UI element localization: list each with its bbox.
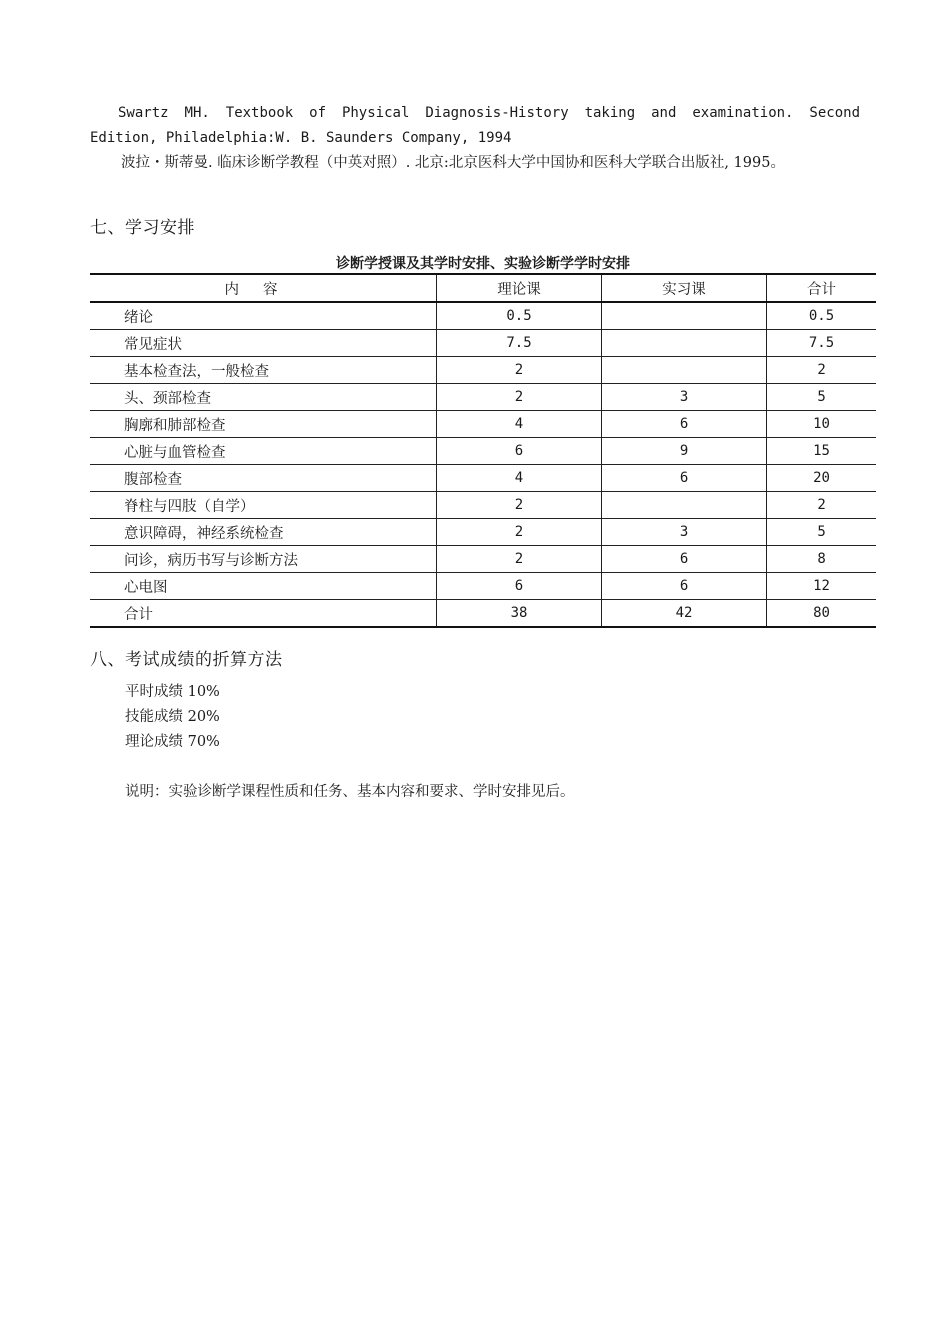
table-row xyxy=(90,411,876,438)
cell-content: 问诊，病历书写与诊断方法 xyxy=(90,546,437,573)
cell-practice: 6 xyxy=(602,573,767,600)
cell-practice xyxy=(602,357,767,384)
cell-total: 0.5 xyxy=(767,302,876,330)
cell-total: 2 xyxy=(767,492,876,519)
table-row xyxy=(90,519,876,546)
grade-item-skill: 技能成绩 20% xyxy=(125,709,220,725)
reference-english-text: Swartz MH. Textbook of Physical Diagnosis-History taking and examination. Second Edition, Philadelphia:W. B. Saunders Company, 1994 xyxy=(90,105,860,146)
reference-chinese xyxy=(90,151,860,176)
table-row xyxy=(90,465,876,492)
header-practice: 实习课 xyxy=(602,274,767,302)
table-row xyxy=(90,357,876,384)
cell-content: 头、颈部检查 xyxy=(90,384,437,411)
table-row xyxy=(90,573,876,600)
cell-practice: 6 xyxy=(602,546,767,573)
cell-theory: 4 xyxy=(437,465,602,492)
cell-practice: 3 xyxy=(602,519,767,546)
cell-total: 15 xyxy=(767,438,876,465)
cell-total: 5 xyxy=(767,519,876,546)
cell-practice xyxy=(602,302,767,330)
cell-content: 基本检查法，一般检查 xyxy=(90,357,437,384)
table-row xyxy=(90,492,876,519)
cell-practice xyxy=(602,330,767,357)
note-text: 说明：实验诊断学课程性质和任务、基本内容和要求、学时安排见后。 xyxy=(125,784,575,800)
cell-theory: 6 xyxy=(437,438,602,465)
cell-theory: 6 xyxy=(437,573,602,600)
cell-theory: 0.5 xyxy=(437,302,602,330)
cell-practice: 9 xyxy=(602,438,767,465)
cell-total: 12 xyxy=(767,573,876,600)
header-content: 内容 xyxy=(90,274,437,302)
cell-theory: 7.5 xyxy=(437,330,602,357)
cell-theory: 2 xyxy=(437,492,602,519)
cell-practice: 3 xyxy=(602,384,767,411)
grade-list xyxy=(125,680,220,755)
table-row xyxy=(90,438,876,465)
table-row xyxy=(90,546,876,573)
cell-content: 心脏与血管检查 xyxy=(90,438,437,465)
table-title: 诊断学授课及其学时安排、实验诊断学学时安排 xyxy=(336,256,630,272)
header-total: 合计 xyxy=(767,274,876,302)
cell-content: 心电图 xyxy=(90,573,437,600)
cell-content: 胸廓和肺部检查 xyxy=(90,411,437,438)
cell-content: 绪论 xyxy=(90,302,437,330)
table-row xyxy=(90,330,876,357)
cell-practice xyxy=(602,492,767,519)
section-8-heading: 八、考试成绩的折算方法 xyxy=(90,650,283,670)
cell-theory: 2 xyxy=(437,357,602,384)
table-row xyxy=(90,384,876,411)
cell-practice: 6 xyxy=(602,465,767,492)
cell-practice: 6 xyxy=(602,411,767,438)
cell-total: 2 xyxy=(767,357,876,384)
cell-total: 20 xyxy=(767,465,876,492)
grade-item-theory: 理论成绩 70% xyxy=(125,734,220,750)
table-row xyxy=(90,302,876,330)
cell-total: 80 xyxy=(767,600,876,628)
reference-english xyxy=(90,101,860,151)
cell-total: 8 xyxy=(767,546,876,573)
header-theory: 理论课 xyxy=(437,274,602,302)
cell-theory: 38 xyxy=(437,600,602,628)
cell-theory: 4 xyxy=(437,411,602,438)
section-7-heading: 七、学习安排 xyxy=(90,218,195,238)
cell-content: 腹部检查 xyxy=(90,465,437,492)
schedule-table xyxy=(90,273,876,628)
cell-content: 意识障碍，神经系统检查 xyxy=(90,519,437,546)
cell-content: 常见症状 xyxy=(90,330,437,357)
table-body xyxy=(90,302,876,627)
cell-theory: 2 xyxy=(437,384,602,411)
table-row xyxy=(90,600,876,628)
cell-total: 10 xyxy=(767,411,876,438)
cell-theory: 2 xyxy=(437,546,602,573)
cell-content: 合计 xyxy=(90,600,437,628)
cell-total: 5 xyxy=(767,384,876,411)
reference-chinese-text: 波拉・斯蒂曼. 临床诊断学教程（中英对照）. 北京:北京医科大学中国协和医科大学联合出版社, 1995。 xyxy=(121,155,785,171)
cell-practice: 42 xyxy=(602,600,767,628)
table-header-row xyxy=(90,274,876,302)
cell-total: 7.5 xyxy=(767,330,876,357)
cell-theory: 2 xyxy=(437,519,602,546)
grade-item-regular: 平时成绩 10% xyxy=(125,684,220,700)
cell-content: 脊柱与四肢（自学） xyxy=(90,492,437,519)
